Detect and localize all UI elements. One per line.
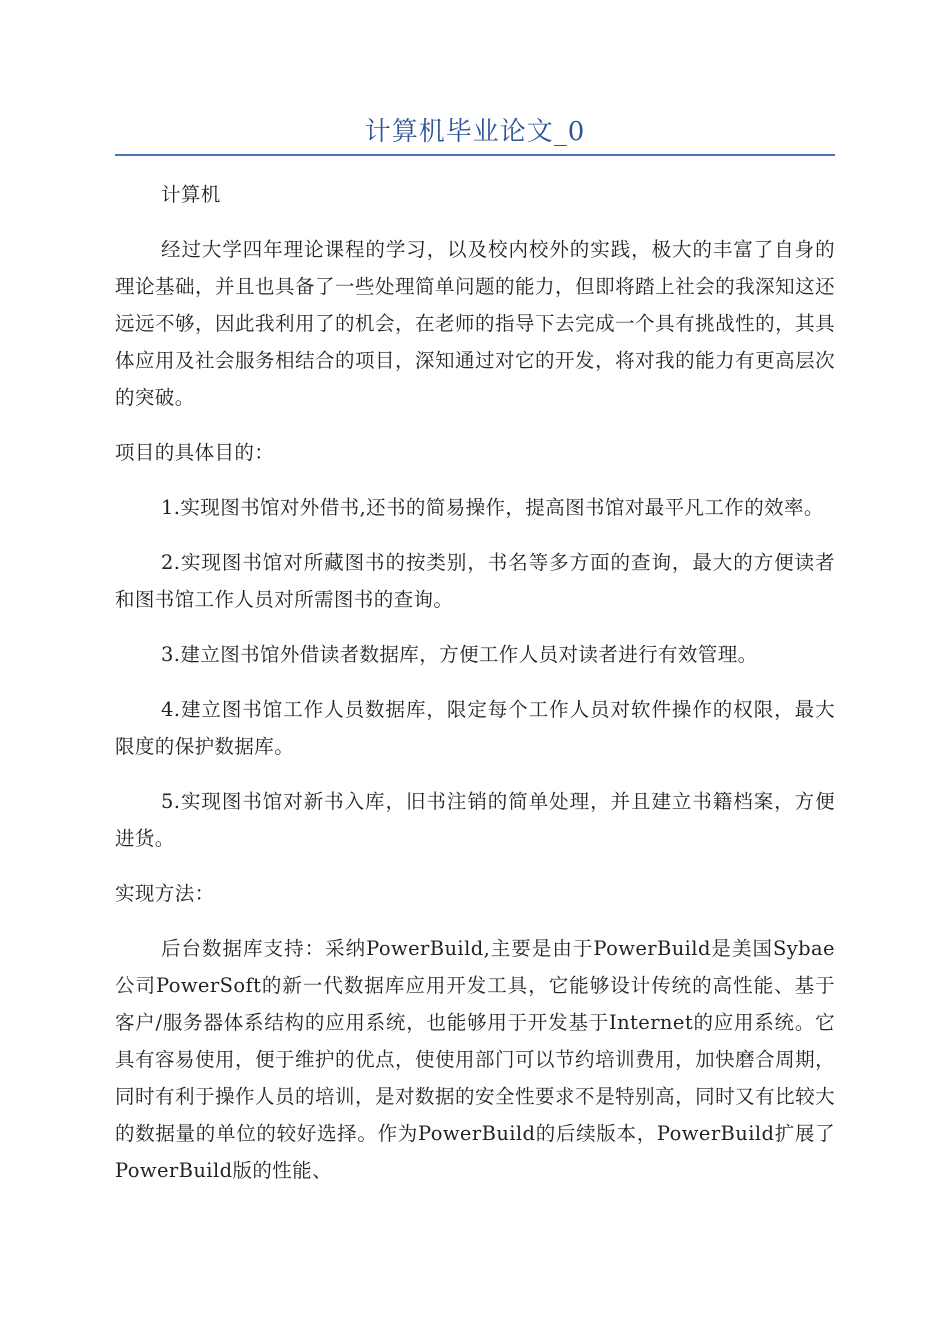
- list-item-goal-1: 1.实现图书馆对外借书,还书的简易操作，提高图书馆对最平凡工作的效率。: [161, 496, 824, 519]
- document-title: 计算机毕业论文_0: [364, 117, 586, 147]
- document-body: [115, 176, 835, 1207]
- list-item-goal-4: 4.建立图书馆工作人员数据库，限定每个工作人员对软件操作的权限，最大限度的保护数据库。: [115, 698, 835, 758]
- title-underline: [115, 154, 835, 156]
- heading-implementation: 实现方法：: [115, 882, 215, 905]
- paragraph-backend-database: 后台数据库支持：采纳PowerBuild,主要是由于PowerBuild是美国Sybae公司PowerSoft的新一代数据库应用开发工具，它能够设计传统的高性能、基于客户/服务器体系结构的应用系统，也能够用于开发基于Internet的应用系统。它具有容易使用，便于维护的优点，使使用部门可以节约培训费用，加快磨合周期，同时有利于操作人员的培训，是对数据的安全性要求不是特别高，同时又有比较大的数据量的单位的较好选择。作为PowerBuild的后续版本，PowerBuild扩展了PowerBuild版的性能、: [115, 937, 835, 1182]
- paragraph-introduction: 经过大学四年理论课程的学习，以及校内校外的实践，极大的丰富了自身的理论基础，并且也具备了一些处理简单问题的能力，但即将踏上社会的我深知这还远远不够，因此我利用了的机会，在老师的指导下去完成一个具有挑战性的，其具体应用及社会服务相结合的项目，深知通过对它的开发，将对我的能力有更高层次的突破。: [115, 238, 835, 409]
- list-item-goal-3: 3.建立图书馆外借读者数据库，方便工作人员对读者进行有效管理。: [161, 643, 758, 666]
- paragraph-subject: 计算机: [161, 183, 221, 206]
- list-item-goal-5: 5.实现图书馆对新书入库，旧书注销的简单处理，并且建立书籍档案，方便进货。: [115, 790, 835, 850]
- list-item-goal-2: 2.实现图书馆对所藏图书的按类别，书名等多方面的查询，最大的方便读者和图书馆工作人员对所需图书的查询。: [115, 551, 835, 611]
- heading-project-goals: 项目的具体目的：: [115, 441, 275, 464]
